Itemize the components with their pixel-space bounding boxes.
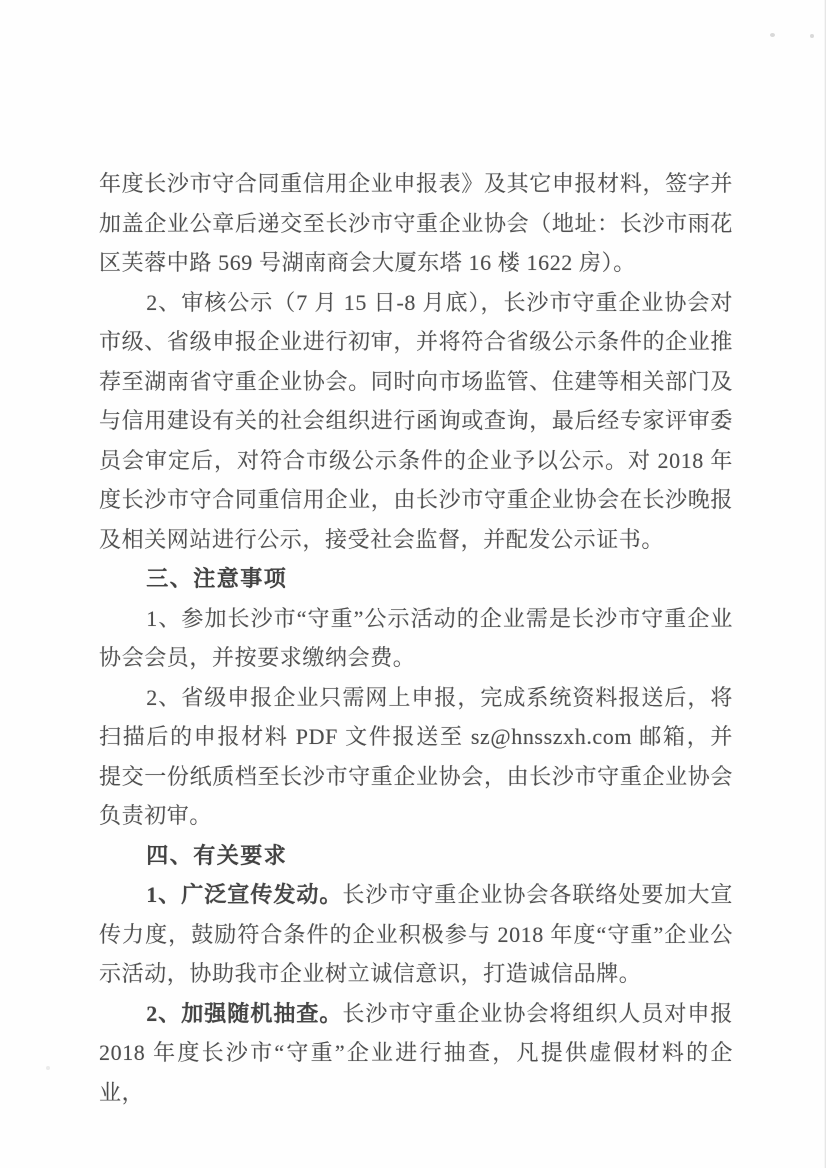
- para-text-publicity-campaign: 长沙市守重企业协会各联络处要加大宣传力度，鼓励符合条件的企业积极参与 2018 年度“守重”企业公示活动，协助我市企业树立诚信意识，打造诚信品牌。: [99, 882, 734, 986]
- scan-speck: [770, 33, 775, 37]
- para-requirement-random-inspection: [99, 994, 733, 1113]
- para-text-random-inspection: 长沙市守重企业协会将组织人员对申报 2018 年度长沙市“守重”企业进行抽查，凡提供虚假材料的企业，: [99, 1000, 734, 1105]
- para-lead-publicity-campaign: 1、广泛宣传发动。: [146, 882, 343, 907]
- para-note-provincial-online-filing: 2、省级申报企业只需网上申报，完成系统资料报送后，将扫描后的申报材料 PDF 文件报送至 sz@hnsszxh.com 邮箱，并提交一份纸质档至长沙市守重企业协会，由长沙市守重企业协会负责初审。: [99, 684, 733, 828]
- para-note-membership: 1、参加长沙市“守重”公示活动的企业需是长沙市守重企业协会会员，并按要求缴纳会费。: [99, 605, 733, 670]
- heading-requirements: 四、有关要求: [146, 842, 288, 868]
- para-requirement-publicity-campaign: [99, 875, 733, 994]
- heading-notes: 三、注意事项: [146, 566, 288, 591]
- para-review-and-publicity: 2、审核公示（7 月 15 日-8 月底），长沙市守重企业协会对市级、省级申报企业进行初审，并将符合省级公示条件的企业推荐至湖南省守重企业协会。同时向市场监管、住建等相关部门及与信用建设有关的社会组织进行函询或查询，最后经专家评审委员会审定后，对符合市级公示条件的企业予以公示。对 2018 年度长沙市守合同重信用企业，由长沙市守重企业协会在长沙晚报及相关网站进行公示，接受社会监督，并配发公示证书。: [99, 289, 733, 552]
- document-text-block: [99, 164, 733, 1112]
- para-continuation-application-materials: 年度长沙市守合同重信用企业申报表》及其它申报材料，签字并加盖企业公章后递交至长沙市守重企业协会（地址：长沙市雨花区芙蓉中路 569 号湖南商会大厦东塔 16 楼 1622 房）。: [99, 171, 733, 275]
- para-lead-random-inspection: 2、加强随机抽查。: [146, 1000, 343, 1026]
- scan-speck: [46, 1066, 50, 1070]
- scan-speck: [810, 34, 814, 38]
